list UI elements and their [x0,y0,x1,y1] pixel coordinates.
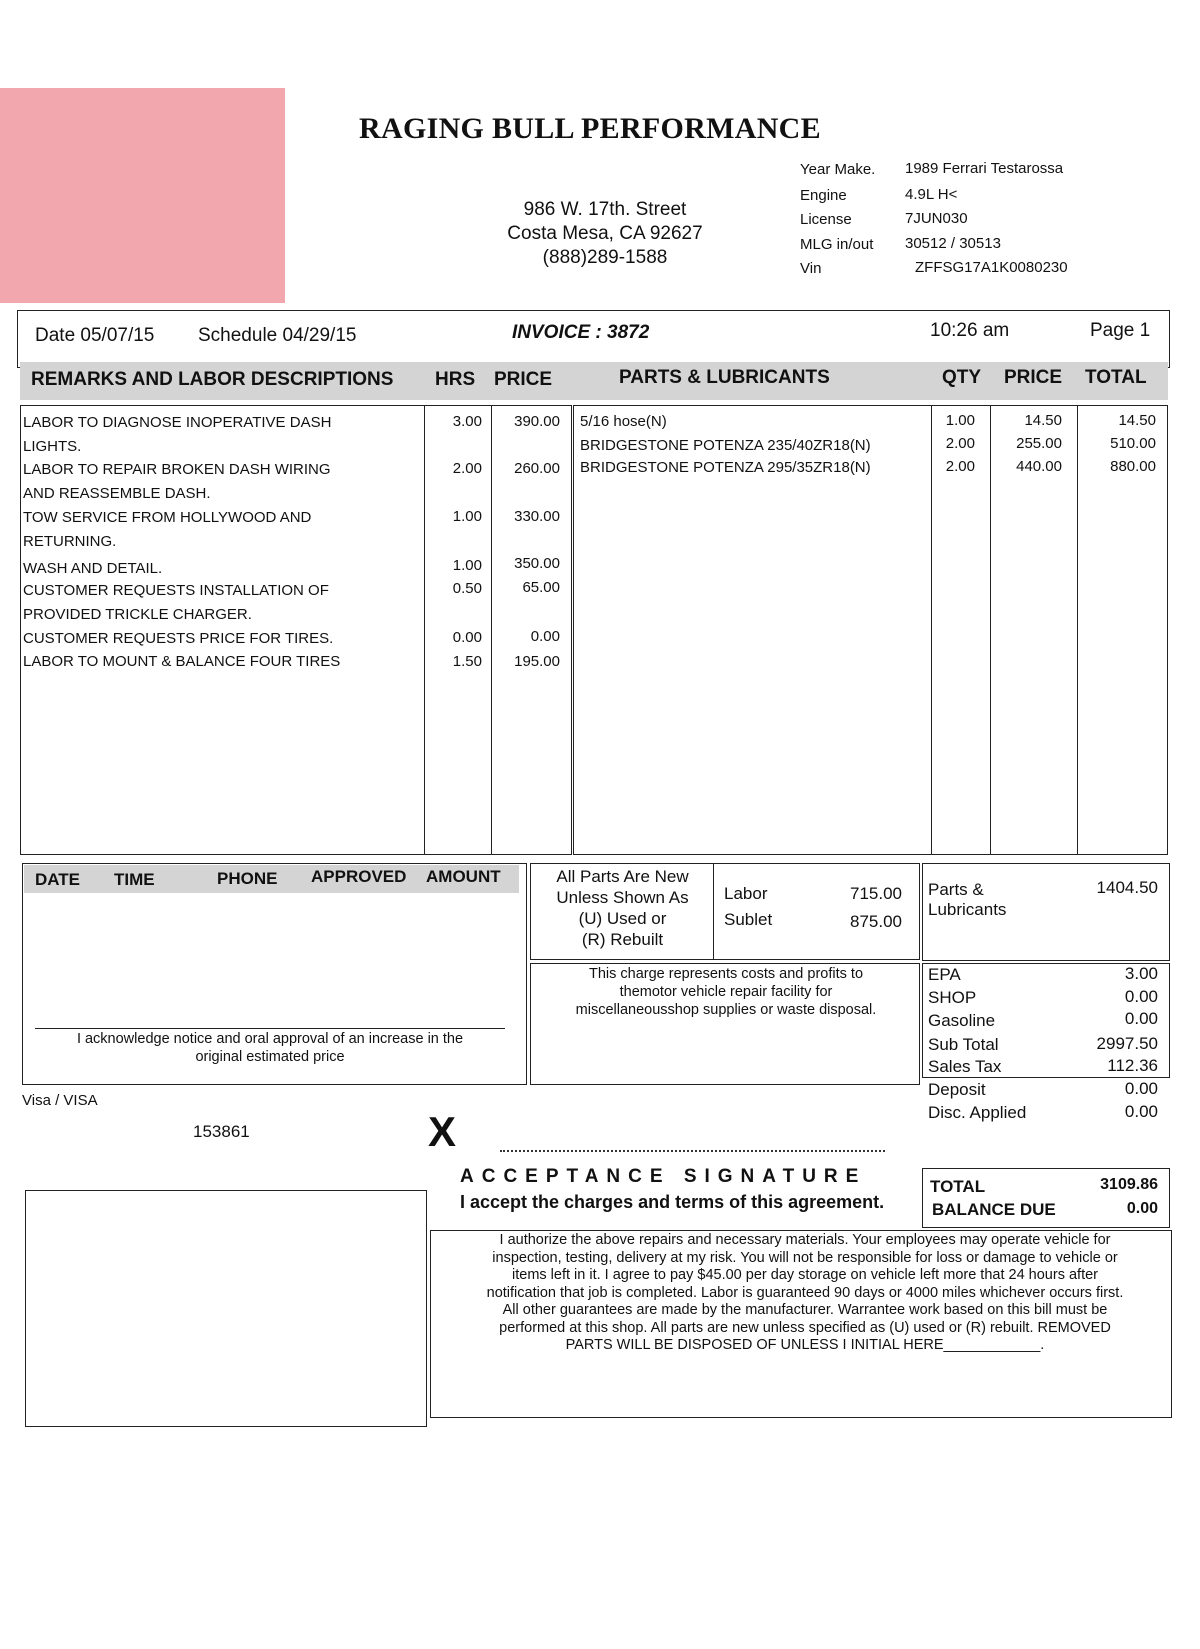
deposit-value: 0.00 [1124,1079,1158,1098]
sales-tax-label: Sales Tax [928,1057,1002,1076]
labor-price-4: 330.00 [514,508,560,525]
company-street: 986 W. 17th. Street [523,199,687,220]
labor-price-7: 65.00 [522,579,560,596]
col-hrs: HRS [435,369,476,390]
disc-applied-label: Disc. Applied [928,1103,1027,1122]
parts-note: All Parts Are New Unless Shown As (U) Used or (R) Rebuilt [556,867,689,949]
approval-phone: PHONE [217,869,278,888]
labor-desc-2: LABOR TO REPAIR BROKEN DASH WIRING [23,461,331,478]
approval-date: DATE [35,870,81,889]
legal-terms-text: I authorize the above repairs and necessary materials. Your employees may operate vehicle for inspection, testing, delivery at my risk. You will not be responsible for loss or damage to vehicle or items left in it. I agree to pay $45.00 per day storage on vehicle left more that 24 hours after notification that job is completed. Labor is guaranteed 90 days or 4000 miles whichever occurs first. All other guarantees are made by the manufacturer. Warrantee work based on this bill must be performed at this shop. All parts are new unless specified as (U) used or (R) rebuilt. REMOVED PARTS WILL BE DISPOSED OF UNLESS I INITIAL HERE____________. [486,1232,1124,1353]
part-qty-0: 1.00 [945,412,975,429]
approval-approved: APPROVED [311,867,407,886]
col-parts: PARTS & LUBRICANTS [619,367,830,388]
invoice-date: Date 05/07/15 [35,325,155,346]
part-total-0: 14.50 [1118,412,1156,429]
schedule-date: Schedule 04/29/15 [198,325,357,346]
mileage-value: 30512 / 30513 [905,235,1001,252]
labor-desc-1: LIGHTS. [23,438,82,455]
approval-amount: AMOUNT [426,867,501,886]
page-number: Page 1 [1090,320,1151,341]
epa-label: EPA [928,965,961,984]
part-qty-1: 2.00 [945,435,975,452]
shop-label: SHOP [928,988,977,1007]
charge-note: This charge represents costs and profits to themotor vehicle repair facility for miscellaneousshop supplies or waste disposal. [575,966,877,1018]
sublet-label: Sublet [724,910,773,929]
company-phone: (888)289-1588 [542,247,668,268]
labor-desc-0: LABOR TO DIAGNOSE INOPERATIVE DASH [23,414,332,431]
license-label: License [800,211,852,228]
col-total: TOTAL [1085,367,1147,388]
shop-value: 0.00 [1124,987,1158,1006]
disc-applied-value: 0.00 [1124,1102,1158,1121]
subtotal-label: Sub Total [928,1035,999,1054]
labor-price-6: 350.00 [514,555,560,572]
approval-time: TIME [114,870,155,889]
parts-total-value: 1404.50 [1096,878,1158,897]
invoice-number: INVOICE : 3872 [512,322,650,343]
company-address [490,198,720,270]
labor-desc-9: CUSTOMER REQUESTS PRICE FOR TIRES. [23,630,334,647]
col-remarks: REMARKS AND LABOR DESCRIPTIONS [31,369,394,390]
part-qty-2: 2.00 [945,458,975,475]
labor-hrs-2: 2.00 [452,460,482,477]
labor-hrs-10: 1.50 [452,653,482,670]
sales-tax-value: 112.36 [1107,1056,1158,1075]
signature-line[interactable] [500,1150,885,1152]
company-city: Costa Mesa, CA 92627 [507,223,703,244]
part-price-0: 14.50 [1024,412,1062,429]
engine-value: 4.9L H< [905,186,958,203]
year-make-value: 1989 Ferrari Testarossa [905,160,1064,177]
acceptance-signature-title: ACCEPTANCE SIGNATURE [460,1166,867,1187]
labor-hrs-7: 0.50 [452,580,482,597]
labor-desc-4: TOW SERVICE FROM HOLLYWOOD AND [23,509,312,526]
blank-box [25,1190,427,1427]
labor-price-10: 195.00 [514,653,560,670]
labor-hrs-4: 1.00 [452,508,482,525]
labor-price-2: 260.00 [514,460,560,477]
labor-desc-10: LABOR TO MOUNT & BALANCE FOUR TIRES [23,653,341,670]
vin-label: Vin [800,260,822,277]
part-total-2: 880.00 [1110,458,1156,475]
gasoline-label: Gasoline [928,1011,996,1030]
labor-hrs-0: 3.00 [452,413,482,430]
signature-x-mark: X [428,1108,457,1155]
year-make-label: Year Make. [800,161,876,178]
labor-desc-3: AND REASSEMBLE DASH. [23,485,211,502]
labor-desc-8: PROVIDED TRICKLE CHARGER. [23,606,252,623]
acceptance-statement: I accept the charges and terms of this agreement. [460,1192,885,1212]
part-total-1: 510.00 [1110,435,1156,452]
sublet-value: 875.00 [850,912,902,931]
col-part-price: PRICE [1004,367,1063,388]
labor-desc-5: RETURNING. [23,533,117,550]
engine-label: Engine [800,187,847,204]
redacted-customer-info [0,88,285,303]
grand-total-label: TOTAL [930,1177,986,1196]
labor-price-9: 0.00 [530,628,560,645]
gasoline-value: 0.00 [1124,1009,1158,1028]
epa-value: 3.00 [1124,964,1158,983]
part-price-2: 440.00 [1016,458,1062,475]
acknowledge-text: I acknowledge notice and oral approval of an increase in the original estimated price [76,1031,464,1065]
grand-total-value: 3109.86 [1100,1176,1158,1193]
payment-reference: 153861 [193,1122,250,1141]
labor-total-value: 715.00 [850,884,902,903]
labor-desc-7: CUSTOMER REQUESTS INSTALLATION OF [23,582,329,599]
labor-price-0: 390.00 [514,413,560,430]
invoice-time: 10:26 am [930,320,1010,341]
col-price: PRICE [494,369,553,390]
deposit-label: Deposit [928,1080,986,1099]
balance-due-value: 0.00 [1126,1200,1158,1217]
payment-method: Visa / VISA [22,1092,98,1109]
labor-total-label: Labor [724,884,768,903]
labor-hrs-6: 1.00 [452,557,482,574]
license-value: 7JUN030 [905,210,968,227]
part-desc-1: BRIDGESTONE POTENZA 235/40ZR18(N) [580,437,871,454]
part-desc-2: BRIDGESTONE POTENZA 295/35ZR18(N) [580,459,871,476]
vin-value: ZFFSG17A1K0080230 [915,259,1068,276]
subtotal-value: 2997.50 [1096,1034,1158,1053]
col-qty: QTY [942,367,982,388]
labor-desc-6: WASH AND DETAIL. [23,560,163,577]
part-price-1: 255.00 [1016,435,1062,452]
labor-hrs-9: 0.00 [452,629,482,646]
balance-due-label: BALANCE DUE [932,1200,1056,1219]
company-name: RAGING BULL PERFORMANCE [359,112,821,145]
part-desc-0: 5/16 hose(N) [580,413,667,430]
parts-total-label: Parts & Lubricants [928,880,1007,919]
mileage-label: MLG in/out [800,236,874,253]
